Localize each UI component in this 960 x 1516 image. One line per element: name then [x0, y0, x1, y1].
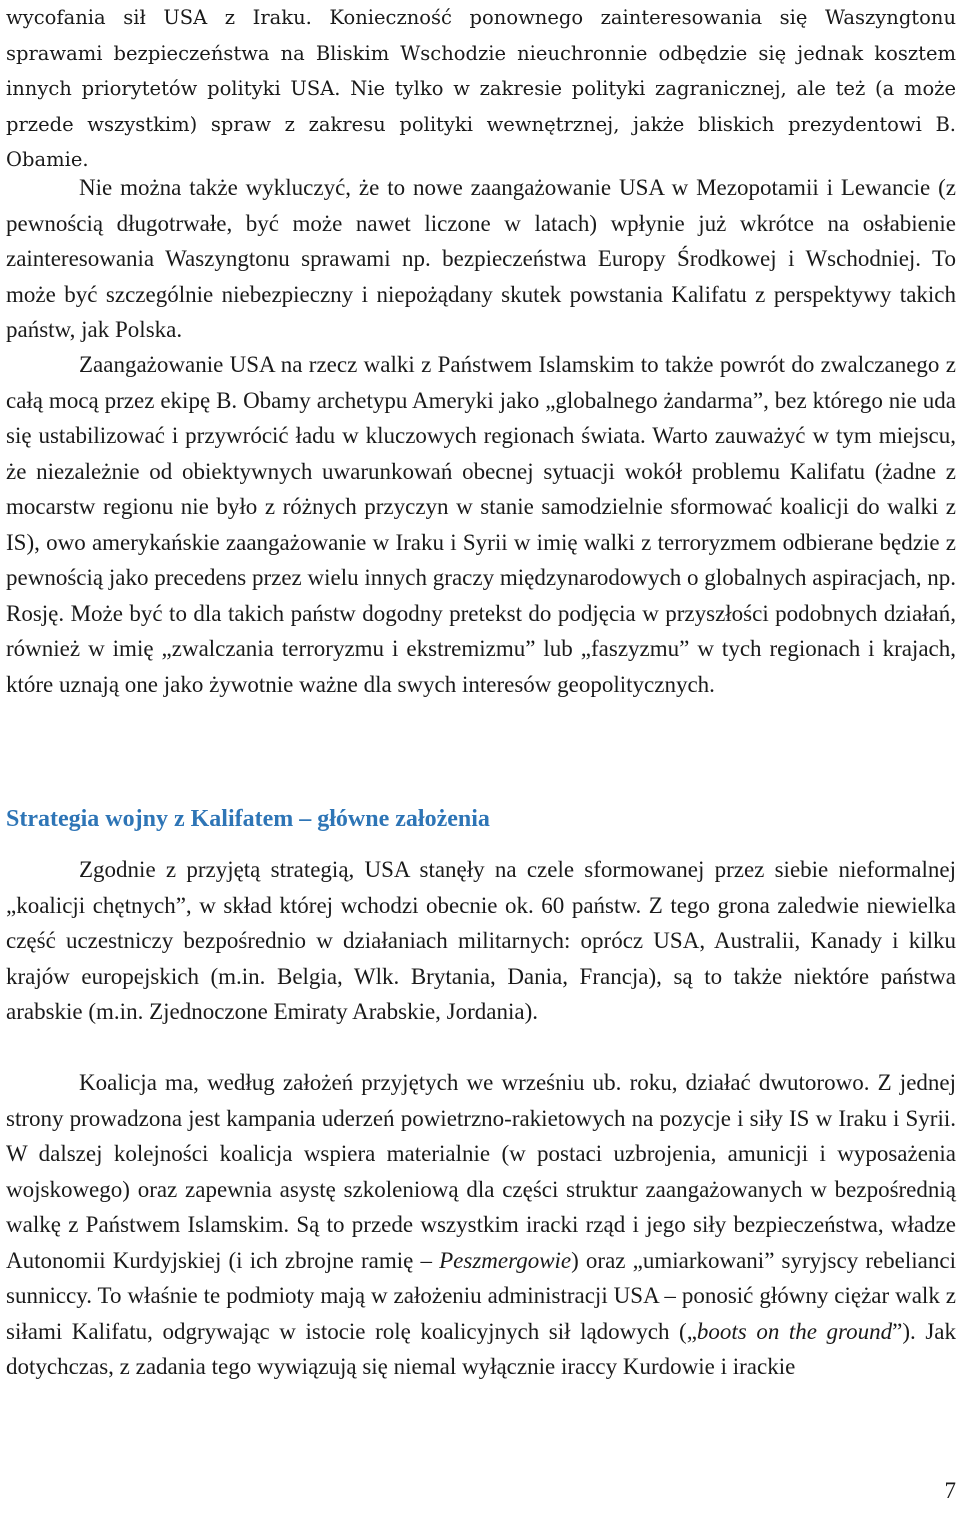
italic-term: boots on the ground — [696, 1318, 893, 1344]
text-run: ”). Jak dotychczas, z zadania tego wywiązują się niemal wyłącznie iraccy Kurdowie i irackie — [6, 1318, 956, 1379]
italic-term: Peszmergowie — [439, 1247, 572, 1273]
paragraph-text: Nie można także wykluczyć, że to nowe zaangażowanie USA w Mezopotamii i Lewancie (z pewnością długotrwałe, być może nawet liczone w latach) wpłynie już wkrótce na osłabienie zainteresowania Waszyngtonu sprawami np. bezpieczeństwa Europy Środkowej i Wschodniej. To może być szczególnie niebezpieczny i niepożądany skutek powstania Kalifatu z perspektywy takich państw, jak Polska. — [6, 175, 956, 342]
section-heading — [6, 806, 956, 833]
paragraph-text: wycofania sił USA z Iraku. Konieczność ponownego zainteresowania się Waszyngtonu sprawami bezpieczeństwa na Bliskim Wschodzie nieuchronnie odbędzie się jednak kosztem innych priorytetów polityki USA. Nie tylko w zakresie polityki zagranicznej, ale też (a może przede wszystkim) spraw z zakresu polityki wewnętrznej, jakże bliskich prezydentowi B. Obamie. — [6, 6, 956, 171]
paragraph-central-europe — [6, 170, 956, 348]
paragraph-intro — [6, 0, 956, 178]
paragraph-strategy — [6, 1065, 956, 1385]
section-title: Strategia wojny z Kalifatem – główne założenia — [6, 806, 490, 832]
page-number: 7 — [944, 1478, 956, 1503]
paragraph-coalition — [6, 852, 956, 1030]
paragraph-global-policeman — [6, 347, 956, 702]
text-run: Koalicja ma, według założeń przyjętych we wrześniu ub. roku, działać dwutorowo. Z jednej strony prowadzona jest kampania uderzeń powietrzno-rakietowych na pozycje i siły IS w Iraku i Syrii. W dalszej kolejności koalicja wspiera materialnie (w postaci uzbrojenia, amunicji i wyposażenia wojskowego) oraz zapewnia asystę szkoleniową dla części struktur zaangażowanych w bezpośrednią walkę z Państwem Islamskim. Są to przede wszystkim iracki rząd i jego siły bezpieczeństwa, władze Autonomii Kurdyjskiej (i ich zbrojne ramię – — [6, 1070, 956, 1273]
text-run: ) oraz „umiarkowani” syryjscy rebelianci sunniccy. To właśnie te podmioty mają w założeniu administracji USA – ponosić główny ciężar walk z siłami Kalifatu, odgrywając w istocie rolę koalicyjnych sił lądowych („ — [6, 1247, 956, 1344]
paragraph-text: Zgodnie z przyjętą strategią, USA stanęły na czele sformowanej przez siebie nieformalnej „koalicji chętnych”, w skład której wchodzi obecnie ok. 60 państw. Z tego grona zaledwie niewielka część uczestniczy bezpośrednio w działaniach militarnych: oprócz USA, Australii, Kanady i kilku krajów europejskich (m.in. Belgia, Wlk. Brytania, Dania, Francja), są to także niektóre państwa arabskie (m.in. Zjednoczone Emiraty Arabskie, Jordania). — [6, 857, 956, 1024]
paragraph-text: Zaangażowanie USA na rzecz walki z Państwem Islamskim to także powrót do zwalczanego z całą mocą przez ekipę B. Obamy archetypu Ameryki jako „globalnego żandarma”, bez którego nie uda się ustabilizować i przywrócić ładu w kluczowych regionach świata. Warto zauważyć w tym miejscu, że niezależnie od obiektywnych uwarunkowań obecnej sytuacji wokół problemu Kalifatu (żadne z mocarstw regionu nie było z różnych przyczyn w stanie samodzielnie sformować koalicji do walki z IS), owo amerykańskie zaangażowanie w Iraku i Syrii w imię walki z terroryzmem odbierane będzie z pewnością jako precedens przez wielu innych graczy międzynarodowych o globalnych aspiracjach, np. Rosję. Może być to dla takich państw dogodny pretekst do podjęcia w przyszłości podobnych działań, również w imię „zwalczania terroryzmu i ekstremizmu” lub „faszyzmu” w tych regionach i krajach, które uznają one jako żywotnie ważne dla swych interesów geopolitycznych. — [6, 352, 956, 697]
paragraph-text — [6, 1065, 956, 1385]
